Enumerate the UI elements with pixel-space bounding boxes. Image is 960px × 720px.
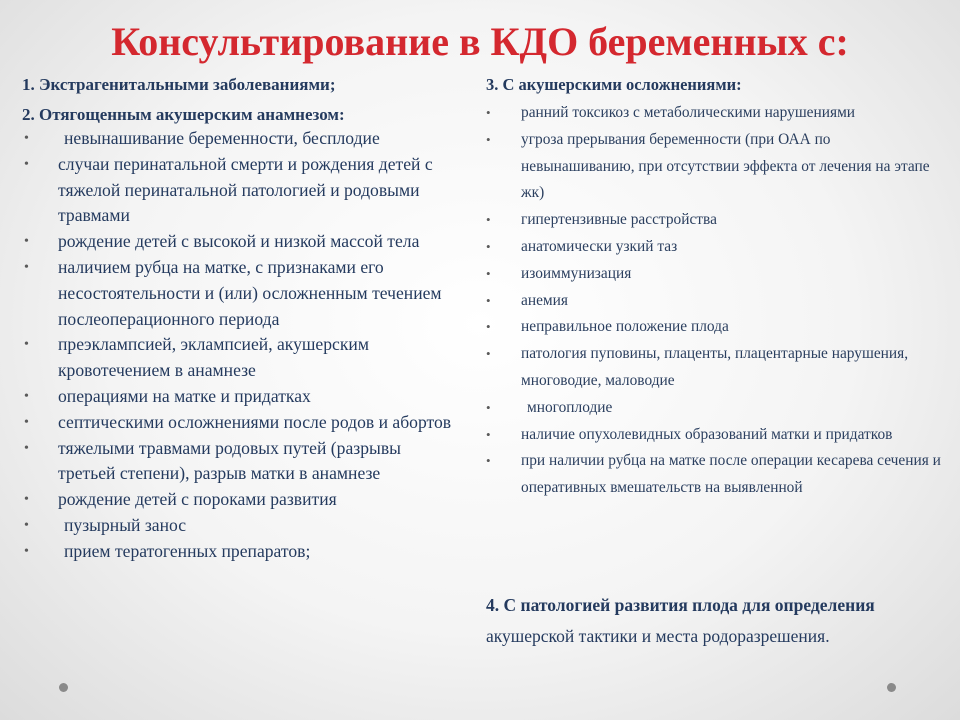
list-item: • невынашивание беременности, бесплодие <box>22 126 462 152</box>
slide-title: Консультирование в КДО беременных с: <box>111 19 849 64</box>
decorative-dot-left <box>59 683 68 692</box>
list-item: • рождение детей с высокой и низкой массой тела <box>22 229 462 255</box>
heading-obstetric-history: 2. Отягощенным акушерским анамнезом: <box>22 105 345 124</box>
heading-extragenital: 1. Экстрагенитальными заболеваниями; <box>22 75 336 94</box>
left-column <box>22 74 462 565</box>
section4-heading: 4. С патологией развития плода для определения <box>486 595 875 615</box>
list-item: • угроза прерывания беременности (при ОАА по невынашиванию, при отсутствии эффекта от лечения на этапе жк) <box>486 127 946 207</box>
list-item: • анемия <box>486 288 946 315</box>
list-item: • анатомически узкий таз <box>486 234 946 261</box>
list-item: • наличием рубца на матке, с признаками его несостоятельности и (или) осложненным течением послеоперационного периода <box>22 255 462 332</box>
list-item: • прием тератогенных препаратов; <box>22 539 462 565</box>
list-item: • пузырный занос <box>22 513 462 539</box>
right-column <box>486 74 946 502</box>
obstetric-history-list <box>22 126 462 565</box>
list-item: • неправильное положение плода <box>486 314 946 341</box>
list-item: • операциями на матке и придатках <box>22 384 462 410</box>
list-item: • ранний токсикоз с метаболическими нарушениями <box>486 100 946 127</box>
decorative-dot-right <box>887 683 896 692</box>
section4-text: акушерской тактики и места родоразрешения. <box>486 626 830 646</box>
heading-obstetric-complications: 3. С акушерскими осложнениями: <box>486 75 742 94</box>
list-item: • многоплодие <box>486 395 946 422</box>
list-item: • гипертензивные расстройства <box>486 207 946 234</box>
obstetric-complications-list <box>486 100 946 502</box>
list-item: • септическими осложнениями после родов и абортов <box>22 410 462 436</box>
list-item: • тяжелыми травмами родовых путей (разрывы третьей степени), разрыв матки в анамнезе <box>22 436 462 488</box>
section-fetal-pathology <box>486 590 906 652</box>
list-item: • патология пуповины, плаценты, плацентарные нарушения, многоводие, маловодие <box>486 341 946 395</box>
list-item: • рождение детей с пороками развития <box>22 487 462 513</box>
list-item: • изоиммунизация <box>486 261 946 288</box>
list-item: • случаи перинатальной смерти и рождения детей с тяжелой перинатальной патологией и родовыми травмами <box>22 152 462 229</box>
list-item: • при наличии рубца на матке после операции кесарева сечения и оперативных вмешательств на выявленной <box>486 448 946 502</box>
list-item: • преэклампсией, эклампсией, акушерским кровотечением в анамнезе <box>22 332 462 384</box>
list-item: • наличие опухолевидных образований матки и придатков <box>486 422 946 449</box>
